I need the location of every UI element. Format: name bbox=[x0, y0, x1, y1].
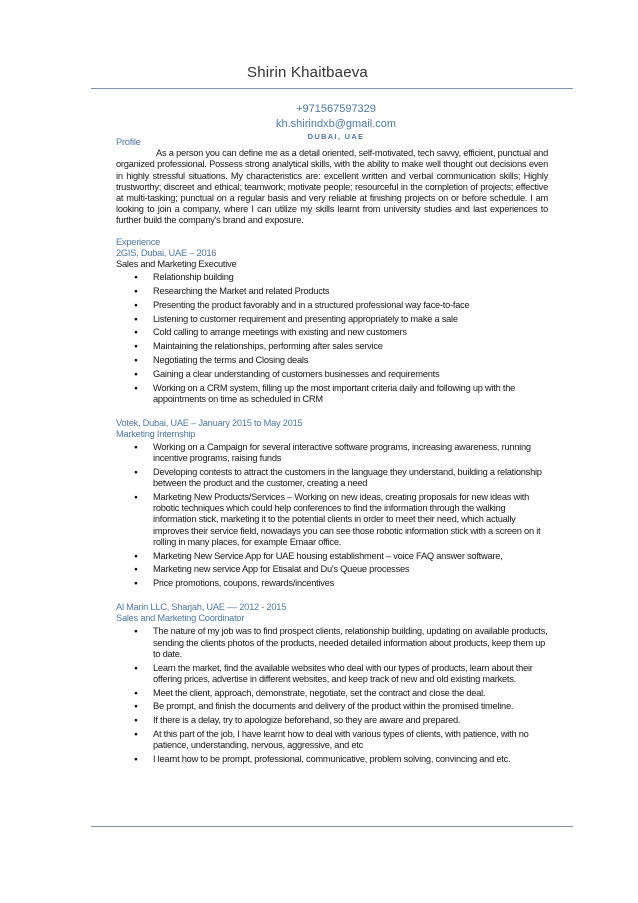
list-item: ● Marketing New Products/Services – Working on new ideas, creating proposals for new ideas with robotic techniques which could help conferences to find the information through the walking information stick, marketing it to the potential clients in order to meet their need, which actually improves their service field, nowadays you can see those robotic information stick with a screen on it rolling in many places, for example Emaar office. bbox=[116, 492, 548, 548]
candidate-name: Shirin Khaitbaeva bbox=[247, 64, 368, 81]
list-item: ● At this part of the job, I have learnt how to deal with various types of clients, with patience, with no patience, understanding, nervous, aggressive, and etc bbox=[116, 729, 548, 751]
footer-divider bbox=[91, 826, 573, 827]
list-item: ● Developing contests to attract the customers in the language they understand, building a relationship between the product and the customer, creating a need bbox=[116, 467, 548, 489]
email-address: kh.shirindxb@gmail.com bbox=[276, 118, 396, 130]
list-item: ● Negotiating the terms and Closing deals bbox=[116, 355, 548, 366]
list-item: ● I learnt how to be prompt, professional, communicative, problem solving, convincing and etc. bbox=[116, 754, 548, 765]
header-divider bbox=[91, 88, 573, 89]
list-item: ● Maintaining the relationships, performing after sales service bbox=[116, 341, 548, 352]
job-role: Sales and Marketing Coordinator bbox=[116, 613, 245, 624]
job-bullets bbox=[116, 272, 548, 405]
job-entry-votek bbox=[116, 418, 548, 590]
profile-heading: Profile bbox=[116, 137, 141, 147]
job-role: Sales and Marketing Executive bbox=[116, 259, 237, 270]
list-item: ● Working on a CRM system, filling up the most important criteria daily and following up with the appointments on time as scheduled in CRM bbox=[116, 383, 548, 405]
list-item: ● Price promotions, coupons, rewards/incentives bbox=[116, 578, 548, 589]
job-entry-2gis bbox=[116, 248, 548, 405]
list-item: ● Presenting the product favorably and in a structured professional way face-to-face bbox=[116, 300, 548, 311]
profile-text: As a person you can define me as a detail oriented, self-motivated, tech savvy, efficient, punctual and organized professional. Possess strong analytical skills, with the ability to make well thought out decisions even in highly stressful situations. My characteristics are: excellent written and verbal communication skills; Highly trustworthy; discreet and ethical; teamwork; motivate people; resourceful in the completion of projects; effective at multi-tasking; punctual on a regular basis and very reliable at finishing projects on or before schedule. I am looking to join a company, where I can utilize my skills learnt from university studies and last experiences to further build the company's brand and exposure. bbox=[116, 148, 548, 226]
list-item: ● Working on a Campaign for several interactive software programs, increasing awareness, running incentive programs, raising funds bbox=[116, 442, 548, 464]
job-company: 2GIS, Dubai, UAE – 2016 bbox=[116, 247, 217, 258]
job-company: Votek, Dubai, UAE – January 2015 to May 2015 bbox=[116, 417, 303, 428]
list-item: ● Relationship building bbox=[116, 272, 548, 283]
job-company: Al Marin LLC, Sharjah, UAE –– 2012 - 2015 bbox=[116, 602, 287, 613]
phone-number: +971567597329 bbox=[296, 103, 376, 115]
list-item: ● Marketing New Service App for UAE housing establishment – voice FAQ answer software, bbox=[116, 551, 548, 562]
job-bullets bbox=[116, 442, 548, 589]
list-item: ● Marketing new service App for Etisalat and Du's Queue processes bbox=[116, 564, 548, 575]
experience-heading: Experience bbox=[116, 236, 161, 247]
list-item: ● Meet the client, approach, demonstrate, negotiate, set the contract and close the deal. bbox=[116, 688, 548, 699]
list-item: ● Cold calling to arrange meetings with existing and new customers bbox=[116, 327, 548, 338]
list-item: ● Researching the Market and related Products bbox=[116, 286, 548, 297]
list-item: ● Be prompt, and finish the documents and delivery of the product within the promised timeline. bbox=[116, 701, 548, 712]
list-item: ● The nature of my job was to find prospect clients, relationship building, updating on available products, sending the clients photos of the products, needed detailed information about products, keep them up to date. bbox=[116, 626, 548, 660]
list-item: ● Listening to customer requirement and presenting appropriately to make a sale bbox=[116, 314, 548, 325]
list-item: ● Learn the market, find the available websites who deal with our types of products, learn about their offering prices, advertise in different websites, and keep track of new and old existing markets. bbox=[116, 663, 548, 685]
job-bullets bbox=[116, 626, 548, 765]
city-location: DUBAI, UAE bbox=[307, 132, 365, 141]
job-entry-al-marin bbox=[116, 602, 548, 765]
list-item: ● Gaining a clear understanding of customers businesses and requirements bbox=[116, 369, 548, 380]
resume-body bbox=[116, 137, 548, 768]
list-item: ● If there is a delay, try to apologize beforehand, so they are aware and prepared. bbox=[116, 715, 548, 726]
job-role: Marketing Internship bbox=[116, 428, 196, 439]
